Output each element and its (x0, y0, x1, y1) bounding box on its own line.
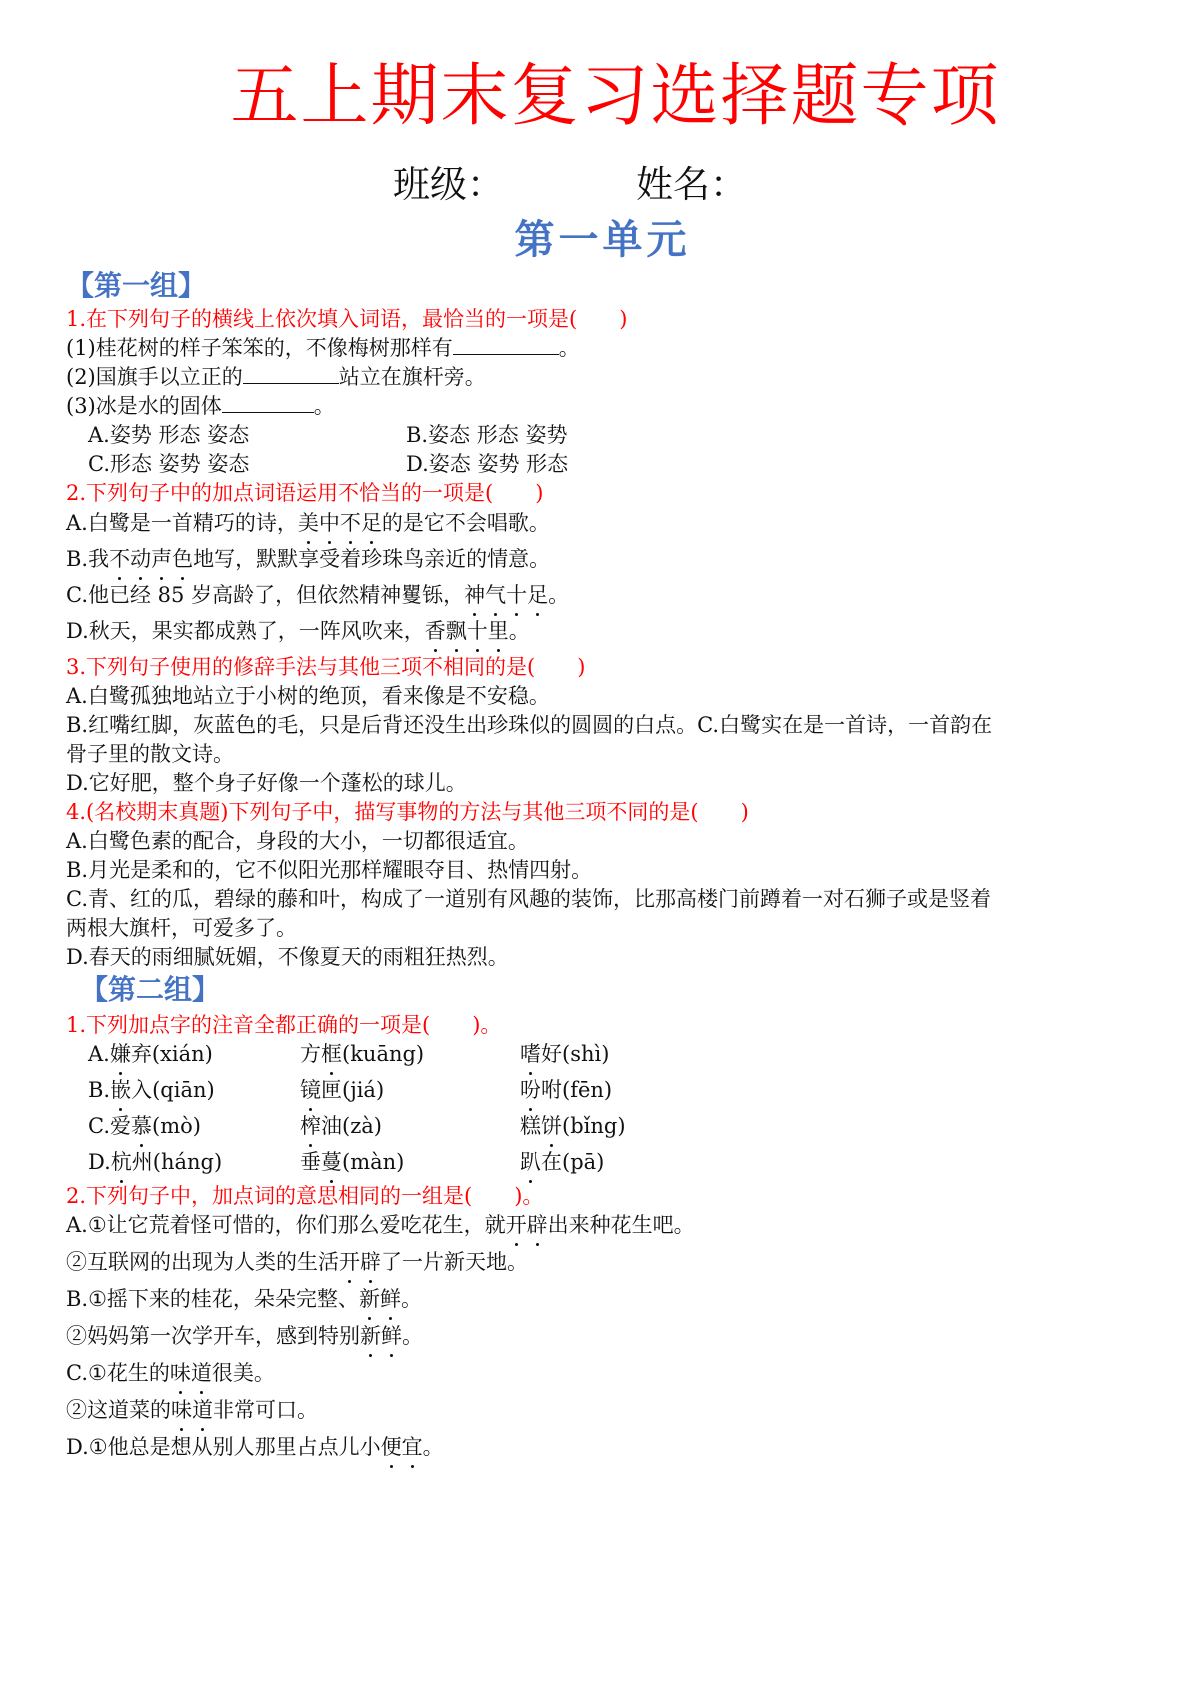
dotted-word (464, 583, 548, 607)
emphasis-char: 开 (339, 1250, 360, 1274)
emphasis-char: 杭 (110, 1150, 132, 1174)
emphasis-char: 宜 (401, 1435, 423, 1459)
emphasis-char: 不 (339, 511, 361, 535)
page-title: 五上期末复习选择题专项 (230, 57, 1001, 136)
option-line: ②这道菜的味道非常可口。 (66, 1398, 318, 1422)
answer-blank (453, 334, 559, 355)
option-text: D.秋天，果实都成熟了，一阵风吹来， (66, 619, 425, 643)
emphasis-char: 镜 (300, 1078, 321, 1102)
pinyin-option: 嗜好(shì) (520, 1042, 610, 1066)
question-stem: 1.下列加点字的注音全都正确的一项是( )。 (66, 1013, 502, 1037)
emphasis-char: 嗜 (520, 1042, 541, 1066)
emphasis-char: 味 (169, 1361, 191, 1385)
emphasis-char: 道 (190, 1361, 212, 1385)
question-stem: 4.(名校期末真题)下列句子中，描写事物的方法与其他三项不同的是( ) (66, 800, 749, 824)
option-c: C.形态 姿势 姿态 (88, 452, 250, 476)
option-line: B.①摇下来的桂花，朵朵完整、新鲜。 (66, 1287, 422, 1311)
question-line (66, 363, 486, 391)
emphasis-char: 里 (487, 619, 509, 643)
dotted-word (298, 511, 382, 535)
emphasis-char: 辟 (526, 1213, 548, 1237)
emphasis-char: 不 (109, 547, 131, 571)
option-b (66, 545, 550, 573)
unit-title: 第一单元 (514, 217, 691, 263)
word-char: 在 (541, 1150, 562, 1174)
emphasis-char: 慕 (131, 1114, 152, 1138)
emphasis-char: 嫌 (109, 1042, 131, 1066)
emphasis-char: 味 (171, 1398, 192, 1422)
name-label: 姓名： (636, 163, 747, 206)
question-stem: 1.在下列句子的横线上依次填入词语，最恰当的一项是( ) (66, 307, 628, 331)
option-line: B.月光是柔和的，它不似阳光那样耀眼夺目、热情四射。 (66, 858, 593, 882)
word-char: 弃 (130, 1042, 152, 1066)
option-a: A.姿势 形态 姿态 (88, 423, 250, 447)
group-heading-2: 【第二组】 (80, 973, 221, 1006)
emphasis-char: 神 (464, 583, 486, 607)
word-char: 好 (541, 1042, 562, 1066)
option-line: A.白鹭色素的配合，身段的大小，一切都很适宜。 (66, 829, 529, 853)
pinyin-option: A.嫌弃(xián) (88, 1042, 213, 1066)
option-b: B.姿态 形态 姿势 (406, 423, 568, 447)
emphasis-char: 鲜 (381, 1324, 402, 1348)
emphasis-char: 十 (466, 619, 488, 643)
word-char: 垂 (300, 1150, 321, 1174)
emphasis-char: 气 (485, 583, 507, 607)
pinyin-option: 趴在(pā) (520, 1150, 605, 1174)
emphasis-char: 嵌 (110, 1078, 132, 1102)
pinyin-option: 方框(kuāng) (300, 1042, 425, 1066)
option-text: 的是它不会唱歌。 (381, 511, 550, 535)
question-stem: 3.下列句子使用的修辞手法与其他三项不相同的是( ) (66, 655, 586, 679)
line-text: 。 (558, 336, 580, 360)
emphasis-char: 榨 (300, 1114, 321, 1138)
emphasis-char: 中 (318, 511, 340, 535)
word-char: 咐 (541, 1078, 562, 1102)
emphasis-char: 色 (172, 547, 194, 571)
emphasis-char: 声 (151, 547, 173, 571)
word-char: 油 (321, 1114, 342, 1138)
emphasis-char: 美 (297, 511, 319, 535)
option-d: D.姿态 姿势 形态 (406, 452, 569, 476)
option-line: C.青、红的瓜，碧绿的藤和叶，构成了一道别有风趣的装饰，比那高楼门前蹲着一对石狮子或是竖着 (66, 887, 991, 911)
line-text: 站立在旗杆旁。 (338, 365, 486, 389)
option-line: C.①花生的味道很美。 (66, 1361, 275, 1385)
emphasis-char: 吩 (520, 1078, 541, 1102)
pinyin-option: D.杭州(háng) (88, 1150, 223, 1174)
option-line: D.春天的雨细腻妩媚，不像夏天的雨粗狂热烈。 (66, 945, 509, 969)
option-line: B.红嘴红脚，灰蓝色的毛，只是后背还没生出珍珠似的圆圆的白点。C.白鹭实在是一首诗，一首韵在 (66, 713, 993, 737)
class-label: 班级： (393, 163, 504, 206)
dotted-word (109, 547, 193, 571)
emphasis-char: 开 (505, 1213, 527, 1237)
emphasis-char: 足 (360, 511, 382, 535)
line-text: 。 (313, 394, 335, 418)
emphasis-char: 新 (358, 1287, 380, 1311)
option-line: D.①他总是想从别人那里占点儿小便宜。 (66, 1435, 444, 1459)
option-line: A.①让它荒着怪可惜的，你们那么爱吃花生，就开辟出来种花生吧。 (66, 1213, 695, 1237)
group-heading-1: 【第一组】 (66, 269, 207, 302)
option-a (66, 509, 550, 537)
option-text: 。 (548, 583, 570, 607)
option-line: ②互联网的出现为人类的生活开辟了一片新天地。 (66, 1250, 528, 1274)
emphasis-char: 便 (380, 1435, 402, 1459)
option-text: C.他已经 85 岁高龄了，但依然精神矍铄， (66, 583, 465, 607)
option-c (66, 581, 569, 609)
line-text: (3)冰是水的固体 (66, 394, 222, 418)
question-line (66, 334, 580, 362)
option-text: A.白鹭是一首精巧的诗， (66, 511, 298, 535)
emphasis-char: 趴 (520, 1150, 541, 1174)
answer-blank (222, 392, 314, 413)
pinyin-option: 吩咐(fēn) (520, 1078, 613, 1102)
answer-blank (243, 363, 339, 384)
question-line (66, 392, 335, 420)
emphasis-char: 足 (527, 583, 549, 607)
emphasis-char: 十 (506, 583, 528, 607)
question-stem: 2.下列句子中，加点词的意思相同的一组是( )。 (66, 1184, 544, 1208)
word-char: 州 (131, 1150, 153, 1174)
pinyin-option: 垂蔓(màn) (300, 1150, 405, 1174)
emphasis-char: 新 (360, 1324, 381, 1348)
word-char: 入 (131, 1078, 153, 1102)
option-text: 地写，默默享受着珍珠鸟亲近的情意。 (193, 547, 551, 571)
option-d (66, 617, 530, 645)
option-line: ②妈妈第一次学开车，感到特别新鲜。 (66, 1324, 423, 1348)
word-char: 糕 (520, 1114, 541, 1138)
question-stem: 2.下列句子中的加点词语运用不恰当的一项是( ) (66, 481, 544, 505)
pinyin-option: C.爱慕(mò) (88, 1114, 201, 1138)
option-text: 。 (508, 619, 530, 643)
pinyin-option: B.嵌入(qiān) (88, 1078, 215, 1102)
emphasis-char: 框 (321, 1042, 342, 1066)
emphasis-char: 饼 (541, 1114, 562, 1138)
option-line: D.它好肥，整个身子好像一个蓬松的球儿。 (66, 771, 467, 795)
word-char: 方 (300, 1042, 321, 1066)
emphasis-char: 鲜 (379, 1287, 401, 1311)
line-text: (2)国旗手以立正的 (66, 365, 243, 389)
pinyin-option: 糕饼(bǐng) (520, 1114, 626, 1138)
emphasis-char: 道 (192, 1398, 213, 1422)
emphasis-char: 飘 (445, 619, 467, 643)
option-line: 两根大旗杆，可爱多了。 (66, 916, 297, 940)
word-char: 爱 (110, 1114, 131, 1138)
option-text: B.我 (66, 547, 110, 571)
emphasis-char: 辟 (360, 1250, 381, 1274)
emphasis-char: 蔓 (321, 1150, 342, 1174)
pinyin-option: 榨油(zà) (300, 1114, 382, 1138)
emphasis-char: 动 (130, 547, 152, 571)
dotted-word (425, 619, 509, 643)
word-char: 匣 (321, 1078, 342, 1102)
pinyin-option: 镜匣(jiá) (300, 1078, 385, 1102)
option-line: 骨子里的散文诗。 (66, 742, 234, 766)
emphasis-char: 香 (424, 619, 446, 643)
line-text: (1)桂花树的样子笨笨的，不像梅树那样有 (66, 336, 453, 360)
option-line: A.白鹭孤独地站立于小树的绝顶，看来像是不安稳。 (66, 684, 550, 708)
